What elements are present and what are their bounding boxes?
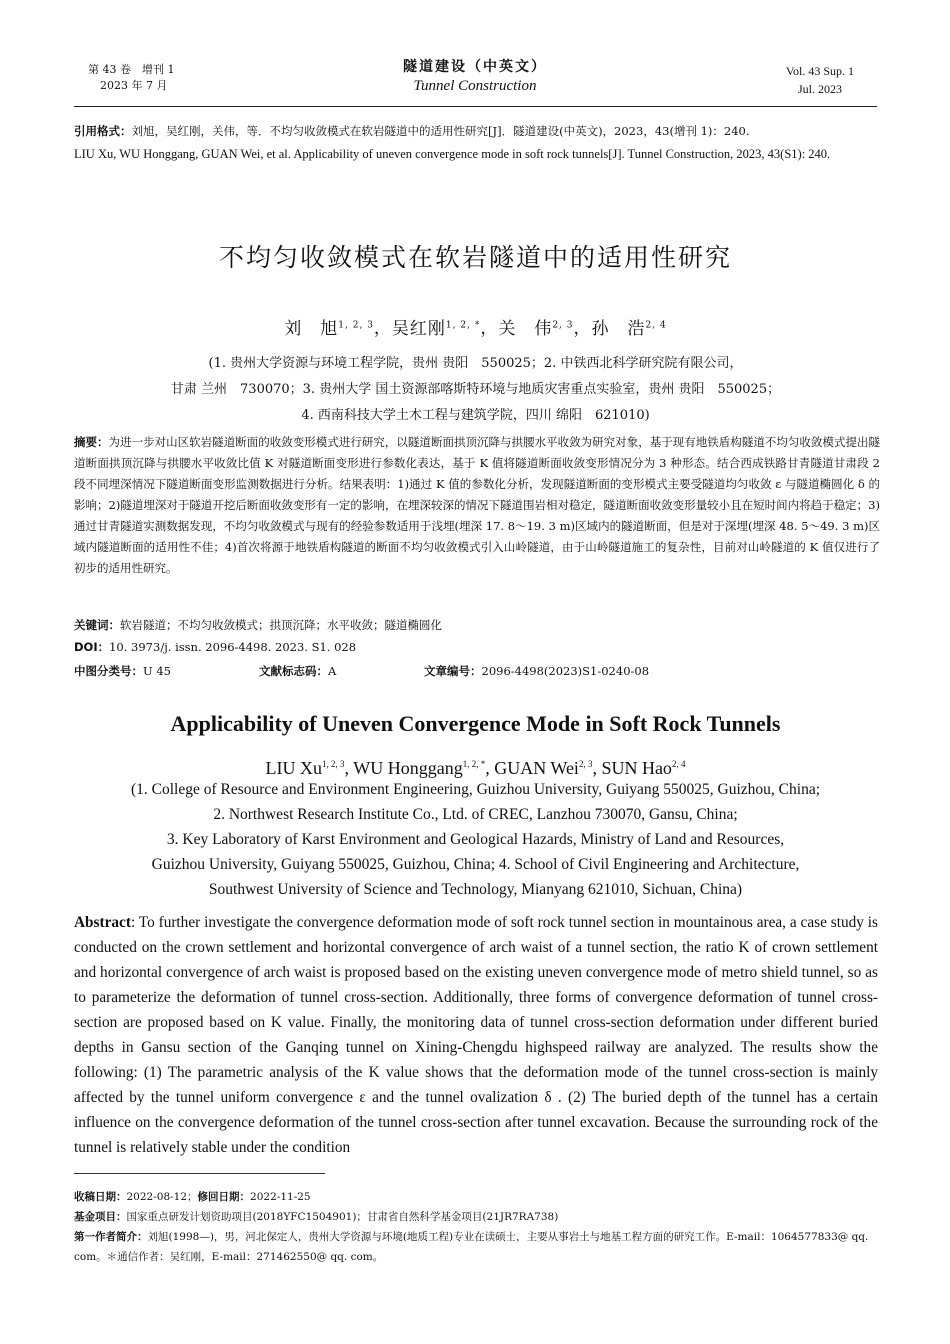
author-en-4: SUN Hao$^{2, 4}$ [601, 758, 686, 778]
clc: 中图分类号：U 45 [74, 664, 171, 678]
affiliation-en-line: (1. College of Resource and Environment Engineering, Guizhou University, Guiyang 550025, Guizhou, China; [130, 781, 821, 798]
doc-code: 文献标志码：A [259, 664, 337, 678]
volume-en: Vol. 43 Sup. 1 [785, 64, 855, 78]
affiliation-cn-line: 4. 西南科技大学土木工程与建筑学院，四川 绵阳 621010) [301, 408, 650, 423]
keywords-cn [74, 615, 880, 635]
abstract-cn [74, 432, 880, 579]
author-en-1: LIU Xu$^{1, 2, 3}$ [265, 758, 345, 778]
affiliations-cn [74, 351, 877, 429]
volume-cn: 第 43 卷 增刊 1 [88, 63, 175, 76]
date-cn: 2023 年 7 月 [100, 79, 168, 92]
title-en: Applicability of Uneven Convergence Mode in Soft Rock Tunnels [170, 711, 781, 736]
keywords-label: 关键词： [74, 618, 120, 632]
affiliation-en-line: 2. Northwest Research Institute Co., Ltd. of CREC, Lanzhou 730070, Gansu, China; [213, 806, 738, 823]
journal-cn: 隧道建设（中英文） [403, 59, 547, 75]
citation-block [74, 120, 880, 166]
citation-cn-text: 刘旭，吴红刚，关伟，等．不均匀收敛模式在软岩隧道中的适用性研究[J]．隧道建设(中英文)，2023，43(增刊 1)：240. [131, 124, 750, 138]
abstract-cn-label: 摘要： [74, 435, 109, 449]
header-rule [74, 106, 877, 107]
authors-cn: 刘 旭$^{1, 2, 3}$，吴红刚$^{1, 2, *}$，关 伟$^{2, 3}$，孙 浩$^{2, 4}$ [284, 318, 667, 339]
footnote-fund: 基金项目：国家重点研发计划资助项目(2018YFC1504901)；甘肃省自然科学基金项目(21JR7RA738) [74, 1211, 559, 1223]
citation-label: 引用格式： [74, 124, 132, 138]
affiliation-en-line: Southwest University of Science and Technology, Mianyang 621010, Sichuan, China) [208, 881, 743, 898]
authors-en: LIU Xu$^{1, 2, 3}$, WU Honggang$^{1, 2, *}$, GUAN Wei$^{2, 3}$, SUN Hao$^{2, 4}$ [265, 758, 686, 778]
affiliation-en-line: 3. Key Laboratory of Karst Environment and Geological Hazards, Ministry of Land and Resources, [166, 831, 785, 848]
abstract-cn-text: 为进一步对山区软岩隧道断面的收敛变形模式进行研究，以隧道断面拱顶沉降与拱腰水平收敛为研究对象，基于现有地铁盾构隧道不均匀收敛模式提出隧道断面拱顶沉降与拱腰水平收敛比值 K 对隧道断面变形进行参数化表达，基于 K 值将隧道断面收敛变形情况分为 3 种形态。结合西成铁路甘青隧道甘肃段 2 段不同埋深情况下隧道断面变形监测数据进行分析。结果表明：1)通过 K 值的参数化分析，发现隧道断面的变形模式主要受隧道均匀收敛 ε 与隧道椭圆化 δ 的影响；2)隧道埋深对于隧道开挖后断面收敛变形有一定的影响，在埋深较深的情况下隧道围岩相对稳定，隧道断面收敛变形量较小且在短时间内将趋于稳定；3)通过甘青隧道实测数据发现，不均匀收敛模式与现有的经验参数适用于浅埋(埋深 17. 8～19. 3 m)区域内的隧道断面，但是对于深埋(埋深 48. 5～49. 3 m)区域内隧道断面的适用性不佳；4)首次将源于地铁盾构隧道的断面不均匀收敛模式引入山岭隧道，由于山岭隧道施工的复杂性，目前对山岭隧道的 K 值仅进行了初步的适用性研究。 [74, 435, 880, 575]
date-en: Jul. 2023 [797, 82, 842, 96]
citation-cn [74, 120, 880, 143]
author-en-3: GUAN Wei$^{2, 3}$ [494, 758, 593, 778]
journal-title [375, 58, 575, 96]
footnote-author: 第一作者简介：刘旭(1998—)，男，河北保定人，贵州大学资源与环境(地质工程)专业在读硕士，主要从事岩土与地基工程方面的研究工作。E-mail：1064577833@ qq. com。＊通信作者：吴红刚，E-mail：271462550@ qq. com。 [74, 1231, 869, 1263]
affiliations-en [74, 777, 877, 902]
doi-label: DOI： [74, 640, 110, 654]
doi-text: 10. 3973/j. issn. 2096-4498. 2023. S1. 028 [109, 640, 357, 654]
affiliation-cn-line: 甘肃 兰州 730070；3. 贵州大学 国土资源部喀斯特环境与地质灾害重点实验室，贵州 贵阳 550025； [170, 382, 781, 397]
citation-en: LIU Xu, WU Honggang, GUAN Wei, et al. Applicability of uneven convergence mode in soft rock tunnels[J]. Tunnel Construction, 2023, 43(S1): 240. [74, 147, 831, 161]
abstract-en [74, 910, 878, 1160]
header-left [88, 62, 238, 94]
affiliation-en-line: Guizhou University, Guiyang 550025, Guizhou, China; 4. School of Civil Engineering and Architecture, [151, 856, 800, 873]
author-en-2: WU Honggang$^{1, 2, *}$ [353, 758, 486, 778]
footnote-dates: 收稿日期：2022-08-12；修回日期：2022-11-25 [74, 1191, 311, 1203]
abstract-en-text: : To further investigate the convergence deformation mode of soft rock tunnel section in mountainous area, a case study is conducted on the crown settlement and horizontal convergence of arch waist of a tunnel section, the ratio K of crown settlement and horizontal convergence of arch waist is proposed based on the existing uneven convergence mode of metro shield tunnel, so as to parameterize the deformation of tunnel cross-section. Additionally, three forms of convergence deformation of tunnel cross-section are proposed based on K value. Finally, the monitoring data of tunnel cross-section deformation under different buried depths in Gansu section of the Ganqing tunnel on Xining-Chengdu highspeed railway are analyzed. The results show the following: (1) The parametric analysis of the K value shows that the deformation mode of the tunnel cross-section is mainly affected by the tunnel uniform convergence ε and the tunnel ovalization δ . (2) The buried depth of the tunnel has a certain influence on the convergence deformation of the tunnel cross-section after tunnel excavation. Because the surrounding rock of the tunnel is relatively stable under the condition [74, 914, 878, 1156]
author-cn-3: 关 伟$^{2, 3}$ [498, 318, 574, 339]
classification-row [74, 661, 880, 681]
author-cn-2: 吴红刚$^{1, 2, *}$ [391, 318, 481, 339]
abstract-en-label: Abstract [74, 914, 131, 931]
affiliation-cn-line: (1. 贵州大学资源与环境工程学院，贵州 贵阳 550025；2. 中铁西北科学研究院有限公司， [208, 356, 743, 371]
author-cn-4: 孙 浩$^{2, 4}$ [591, 318, 667, 339]
journal-en: Tunnel Construction [413, 78, 537, 94]
footnotes [74, 1187, 880, 1267]
author-cn-1: 刘 旭$^{1, 2, 3}$ [284, 318, 374, 339]
article-number: 文章编号：2096-4498(2023)S1-0240-08 [424, 664, 650, 678]
header-right [760, 62, 880, 98]
doi [74, 637, 880, 657]
keywords-text: 软岩隧道；不均匀收敛模式；拱顶沉降；水平收敛；隧道椭圆化 [120, 618, 442, 632]
footnote-rule [74, 1173, 325, 1174]
title-cn: 不均匀收敛模式在软岩隧道中的适用性研究 [218, 243, 732, 272]
